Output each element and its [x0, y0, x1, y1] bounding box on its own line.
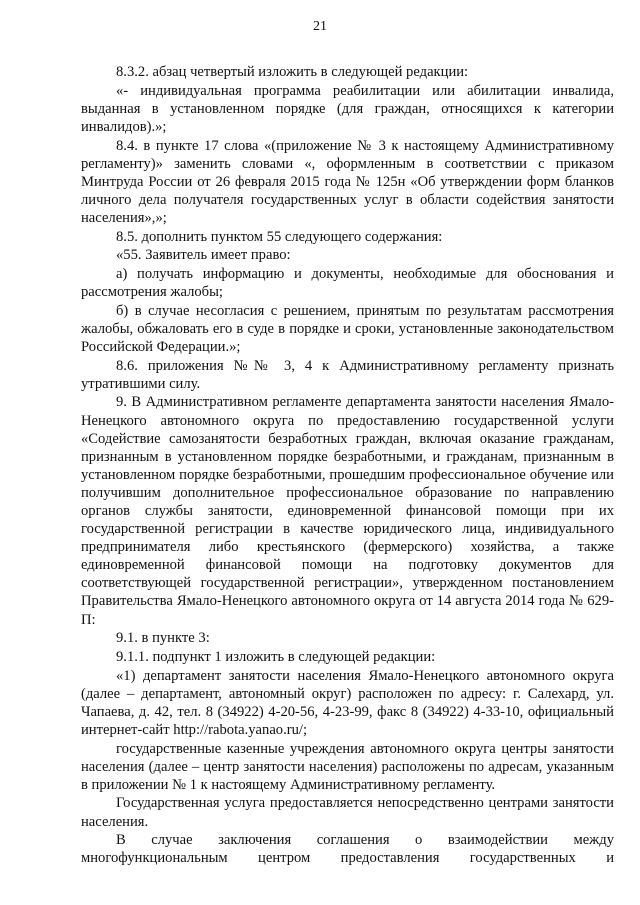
paragraph-8-5: 8.5. дополнить пунктом 55 следующего содержания: — [116, 228, 443, 245]
paragraph-8-4: 8.4. в пункте 17 слова «(приложение № 3 к настоящему Административному регламенту)» заменить словами «, оформленным в соответствии с приказом Минтруда России от 26 февраля 2015 года № 125н «Об утверждении форм бланков личного дела получателя государственных услуг в области содействия занятости населения»,»; — [81, 137, 614, 226]
paragraph-employment-centers: государственные казенные учреждения автономного округа центры занятости населения (далее – центр занятости населения) расположены по адресам, указанным в приложении № 1 к настоящему Административному регламенту. — [81, 740, 614, 793]
page-number: 21 — [313, 19, 327, 34]
paragraph-rehab-program: «- индивидуальная программа реабилитации или абилитации инвалида, выданная в установленном порядке (для граждан, относящихся к категории инвалидов).»; — [81, 82, 614, 135]
paragraph-8-6: 8.6. приложения №№ 3, 4 к Административному регламенту признать утратившими силу. — [81, 357, 614, 392]
paragraph-9: 9. В Административном регламенте департамента занятости населения Ямало-Ненецкого автономного округа по предоставлению государственной услуги «Содействие самозанятости безработных граждан, включая оказание гражданам, признанным в установленном порядке безработными, и гражданам, признанным в установленном порядке безработными, прошедшим профессиональное обучение или получившим дополнительное профессиональное образование по направлению органов службы занятости, единовременной финансовой помощи при их государственной регистрации в качестве юридического лица, индивидуального предпринимателя либо крестьянского (фермерского) хозяйства, а также единовременной финансовой помощи на подготовку документов для соответствующей государственной регистрации», утвержденном постановлением Правительства Ямало-Ненецкого автономного округа от 14 августа 2014 года № 629-П: — [81, 394, 614, 628]
paragraph-55: «55. Заявитель имеет право: — [116, 247, 291, 264]
paragraph-service-provided: Государственная услуга предоставляется непосредственно центрами занятости населения. — [81, 795, 614, 830]
paragraph-55-b: б) в случае несогласия с решением, принятым по результатам рассмотрения жалобы, обжаловать его в суде в порядке и сроки, установленные законодательством Российской Федерации.»; — [81, 302, 614, 355]
paragraph-9-1-1: 9.1.1. подпункт 1 изложить в следующей редакции: — [116, 648, 436, 665]
paragraph-mfc-agreement: В случае заключения соглашения о взаимодействии между многофункциональным центром предоставления государственных и — [81, 832, 614, 867]
paragraph-department-address: «1) департамент занятости населения Ямало-Ненецкого автономного округа (далее – департамент, автономный округ) расположен по адресу: г. Салехард, ул. Чапаева, д. 42, тел. 8 (34922) 4-20-56, 4-23-99, факс 8 (34922) 4-33-10, официальный интернет-сайт http://rabota.yanao.ru/; — [81, 667, 614, 738]
document-body — [81, 63, 614, 868]
paragraph-8-3-2: 8.3.2. абзац четвертый изложить в следующей редакции: — [116, 64, 469, 80]
paragraph-9-1: 9.1. в пункте 3: — [116, 630, 210, 647]
paragraph-55-a: а) получать информацию и документы, необходимые для обоснования и рассмотрения жалобы; — [81, 266, 614, 301]
